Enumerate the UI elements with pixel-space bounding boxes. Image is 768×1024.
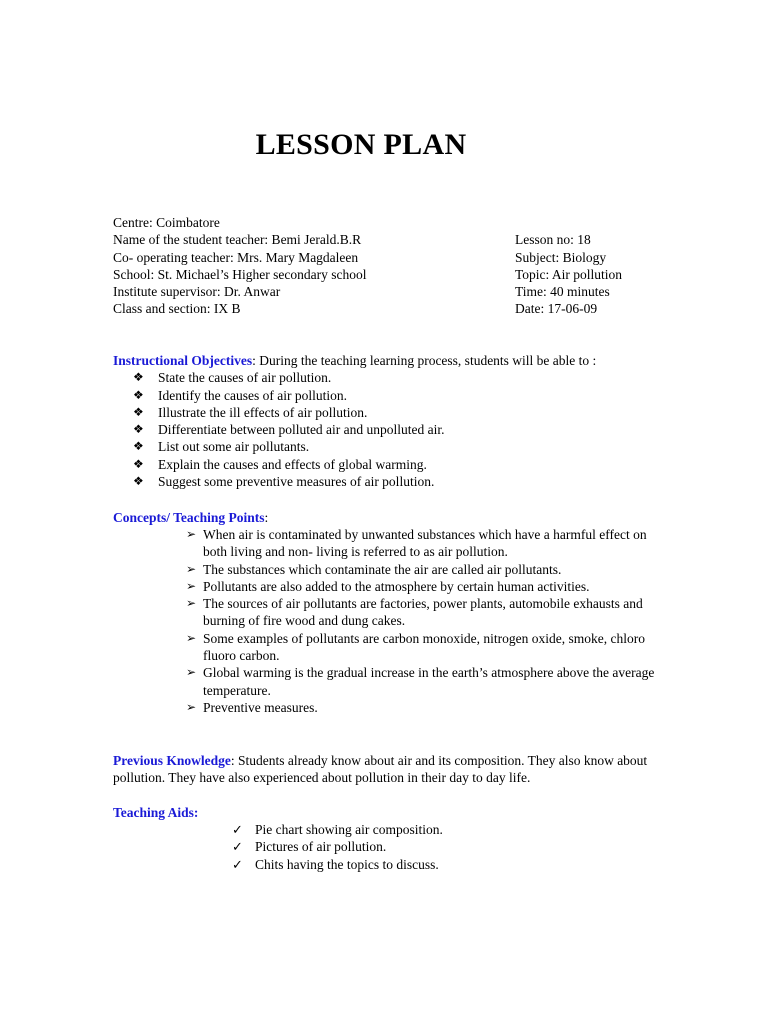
info-time: Time: 40 minutes (515, 284, 610, 300)
objective-text: Suggest some preventive measures of air pollution. (158, 474, 435, 490)
objective-text: List out some air pollutants. (158, 439, 310, 455)
objective-text: Explain the causes and effects of global warming. (158, 456, 427, 472)
concept-text: Some examples of pollutants are carbon monoxide, nitrogen oxide, smoke, chloro fluoro carbon. (203, 630, 646, 664)
lesson-info (113, 214, 713, 318)
diamond-bullet-icon: ❖ (133, 422, 144, 437)
arrow-bullet-icon: ➢ (186, 665, 197, 680)
list-item (232, 821, 632, 838)
concepts-colon: : (264, 510, 269, 525)
info-class-section: Class and section: IX B (113, 301, 241, 317)
list-item (186, 699, 666, 716)
objective-text: State the causes of air pollution. (158, 370, 332, 386)
info-row (113, 266, 713, 283)
concept-text: Global warming is the gradual increase in the earth’s atmosphere above the average temperature. (203, 665, 655, 698)
list-item (186, 561, 666, 578)
list-item (186, 664, 666, 699)
page-title: LESSON PLAN (255, 128, 467, 161)
arrow-bullet-icon: ➢ (186, 578, 197, 593)
objectives-heading: Instructional Objectives (113, 353, 253, 368)
info-topic: Topic: Air pollution (515, 266, 623, 282)
list-item (113, 387, 673, 404)
info-lesson-no: Lesson no: 18 (515, 232, 591, 248)
arrow-bullet-icon: ➢ (186, 561, 197, 576)
concept-text: When air is contaminated by unwanted substances which have a harmful effect on both living and non- living is referred to as air pollution. (203, 527, 647, 560)
list-item (186, 526, 666, 561)
list-item (113, 404, 673, 421)
arrow-bullet-icon: ➢ (186, 527, 197, 541)
teaching-aids-heading-line (113, 804, 673, 821)
diamond-bullet-icon: ❖ (133, 474, 144, 489)
list-item (113, 456, 673, 473)
list-item (113, 473, 673, 490)
info-supervisor: Institute supervisor: Dr. Anwar (113, 284, 281, 300)
concept-text: The sources of air pollutants are factories, power plants, automobile exhausts and burning of fire wood and dung cakes. (203, 596, 643, 629)
info-row (113, 214, 713, 231)
diamond-bullet-icon: ❖ (133, 387, 144, 402)
concepts-section (186, 526, 666, 716)
list-item (232, 856, 632, 873)
list-item (232, 838, 632, 855)
aid-text: Pie chart showing air composition. (255, 822, 443, 837)
objectives-section (113, 352, 673, 490)
diamond-bullet-icon: ❖ (133, 456, 144, 471)
info-row (113, 300, 713, 317)
objective-text: Identify the causes of air pollution. (158, 387, 347, 403)
objectives-heading-line (113, 352, 673, 369)
diamond-bullet-icon: ❖ (133, 439, 144, 454)
arrow-bullet-icon: ➢ (186, 630, 197, 645)
concept-text: Pollutants are also added to the atmosphere by certain human activities. (203, 578, 590, 594)
concept-text: The substances which contaminate the air are called air pollutants. (203, 561, 562, 577)
info-student-teacher: Name of the student teacher: Bemi Jerald.B.R (113, 232, 362, 248)
objectives-intro: : During the teaching learning process, students will be able to : (252, 353, 597, 368)
list-item (186, 630, 666, 665)
concept-text: Preventive measures. (203, 699, 318, 715)
diamond-bullet-icon: ❖ (133, 404, 144, 419)
previous-knowledge-heading: Previous Knowledge (113, 753, 231, 768)
previous-knowledge-section (113, 752, 673, 787)
teaching-aids-section (232, 821, 632, 873)
concepts-list (186, 526, 666, 716)
info-cooperating-teacher: Co- operating teacher: Mrs. Mary Magdaleen (113, 249, 359, 265)
teaching-aids-list (232, 821, 632, 873)
aid-text: Pictures of air pollution. (255, 839, 387, 855)
aid-text: Chits having the topics to discuss. (255, 856, 439, 872)
teaching-aids-heading: Teaching Aids: (113, 805, 199, 820)
arrow-bullet-icon: ➢ (186, 699, 197, 714)
info-row (113, 231, 713, 248)
info-school: School: St. Michael’s Higher secondary school (113, 266, 367, 282)
check-bullet-icon: ✓ (232, 856, 243, 872)
list-item (186, 595, 666, 630)
concepts-heading: Concepts/ Teaching Points (113, 510, 265, 525)
arrow-bullet-icon: ➢ (186, 596, 197, 611)
list-item (113, 369, 673, 386)
check-bullet-icon: ✓ (232, 839, 243, 855)
objective-text: Differentiate between polluted air and unpolluted air. (158, 422, 445, 438)
objective-text: Illustrate the ill effects of air pollution. (158, 404, 368, 420)
info-centre: Centre: Coimbatore (113, 215, 220, 230)
list-item (113, 421, 673, 438)
list-item (186, 578, 666, 595)
info-date: Date: 17-06-09 (515, 301, 598, 317)
info-row (113, 283, 713, 300)
diamond-bullet-icon: ❖ (133, 370, 144, 385)
info-row (113, 249, 713, 266)
check-bullet-icon: ✓ (232, 822, 243, 837)
concepts-heading-line (113, 509, 673, 526)
list-item (113, 438, 673, 455)
previous-knowledge-text: : Students already know about air and its composition. They also know about pollution. They have also experienced about pollution in their day to day life. (113, 753, 648, 786)
info-subject: Subject: Biology (515, 249, 607, 265)
objectives-list (113, 369, 673, 490)
